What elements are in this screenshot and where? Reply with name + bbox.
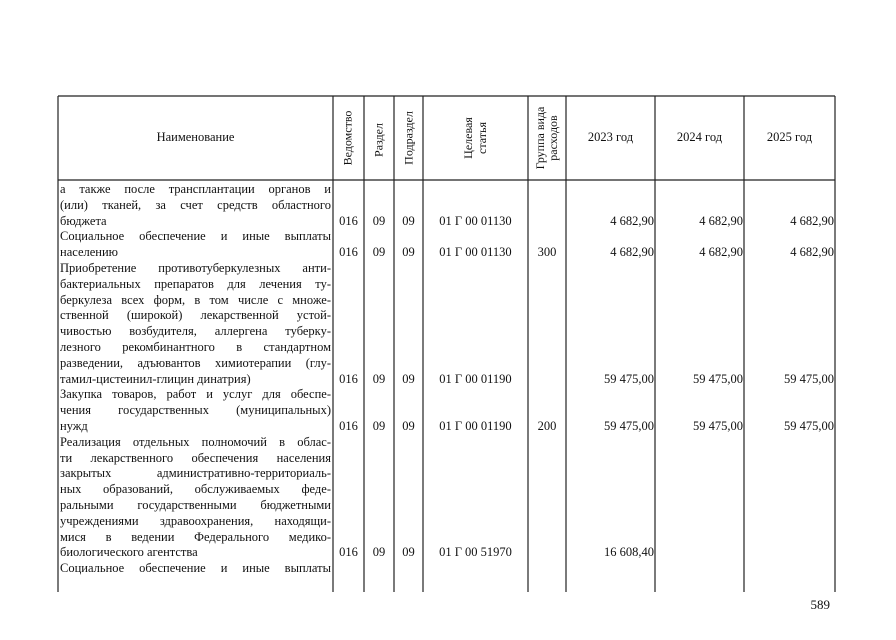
header-2023: 2023 год: [587, 130, 634, 144]
row-name-line: бактериальных препаратов для лечения ту-: [60, 276, 331, 291]
row-vedomstvo: 016: [339, 213, 358, 228]
row-celevaya-statya: 01 Г 00 51970: [439, 545, 512, 560]
row-razdel: 09: [372, 419, 386, 433]
row-celevaya-statya: 01 Г 00 01190: [439, 371, 512, 386]
row-name-line: беркулеза всех форм, в том числе с множе-: [60, 292, 331, 307]
row-name-line: чения государственных (муниципальных): [60, 403, 331, 418]
header-gruppa: Группа вида расходов: [533, 106, 560, 170]
row-name-line: лезного рекомбинантного в стандартном: [60, 340, 331, 354]
row-razdel: 09: [372, 213, 386, 228]
row-razdel: 09: [372, 371, 386, 386]
row-razdel: 09: [372, 245, 386, 260]
row-name-line: ральными государственными бюджетными: [60, 498, 331, 512]
row-vedomstvo: 016: [339, 245, 358, 260]
header-razdel: Раздел: [371, 123, 386, 157]
row-name-line: Реализация отдельных полномочий в облас-: [60, 434, 331, 449]
row-amount-2023: 16 608,40: [604, 545, 654, 560]
row-amount-2023: 59 475,00: [604, 371, 654, 386]
header-vedomstvo: Ведомство: [340, 110, 355, 166]
header-name: Наименование: [156, 130, 235, 144]
header-2025: 2025 год: [766, 130, 813, 144]
row-vedomstvo: 016: [339, 419, 358, 433]
header-celevaya: Целевая статья: [461, 117, 489, 159]
row-amount-2025: 4 682,90: [790, 213, 834, 228]
row-amount-2024: 59 475,00: [693, 419, 743, 433]
row-vedomstvo: 016: [339, 371, 358, 386]
row-celevaya-statya: 01 Г 00 01190: [439, 419, 512, 433]
row-gruppa-vida: 300: [537, 245, 557, 260]
row-name-line: бюджета: [60, 213, 107, 228]
header-2024: 2024 год: [676, 130, 723, 144]
row-name-line: учреждениями здравоохранения, находящи-: [60, 513, 331, 528]
row-amount-2024: 4 682,90: [699, 213, 743, 228]
row-amount-2025: 59 475,00: [784, 419, 834, 433]
row-name-line: чивостью возбудителя, аллергена туберку-: [60, 324, 331, 339]
row-name-line: мися в ведении Федерального медико-: [60, 529, 331, 544]
header-podrazdel: Подраздел: [401, 111, 416, 165]
row-amount-2023: 59 475,00: [604, 419, 654, 433]
row-razdel: 09: [372, 545, 386, 560]
row-gruppa-vida: 200: [537, 419, 557, 433]
row-name-line: Социальное обеспечение и иные выплаты: [60, 229, 331, 244]
row-vedomstvo: 016: [339, 545, 358, 560]
row-name-line: тамил-цистеинил-глицин динатрия): [60, 371, 251, 386]
row-amount-2023: 4 682,90: [610, 245, 654, 260]
row-name-line: закрытых административно-территориаль-: [60, 466, 331, 481]
row-podrazdel: 09: [402, 545, 415, 560]
row-name-line: а также после трансплантации органов и: [60, 182, 331, 196]
row-amount-2024: 4 682,90: [699, 245, 743, 260]
row-name-line: ственной (широкой) лекарственной устой-: [60, 308, 331, 323]
row-podrazdel: 09: [402, 245, 415, 260]
row-celevaya-statya: 01 Г 00 01130: [439, 213, 512, 228]
row-name-line: нужд: [60, 419, 88, 433]
row-name-line: ти лекарственного обеспечения населения: [60, 450, 331, 465]
row-name-line: Приобретение противотуберкулезных анти-: [60, 261, 331, 275]
row-podrazdel: 09: [402, 371, 415, 386]
row-amount-2025: 4 682,90: [790, 245, 834, 260]
row-name-line: ных образований, обслуживаемых феде-: [60, 482, 331, 497]
row-name-line: Социальное обеспечение и иные выплаты: [60, 561, 331, 576]
row-amount-2023: 4 682,90: [610, 213, 654, 228]
row-name-line: населению: [60, 245, 118, 260]
row-amount-2025: 59 475,00: [784, 371, 834, 386]
row-podrazdel: 09: [402, 419, 415, 433]
row-name-line: биологического агентства: [60, 545, 198, 560]
row-amount-2024: 59 475,00: [693, 371, 743, 386]
row-name-line: (или) тканей, за счет средств областного: [60, 197, 331, 212]
row-name-line: Закупка товаров, работ и услуг для обеспе-: [60, 387, 331, 402]
row-celevaya-statya: 01 Г 00 01130: [439, 245, 512, 260]
row-podrazdel: 09: [402, 213, 415, 228]
row-name-line: разведении, адъювантов химиотерапии (глу-: [60, 355, 331, 370]
page-number: 589: [810, 597, 830, 612]
